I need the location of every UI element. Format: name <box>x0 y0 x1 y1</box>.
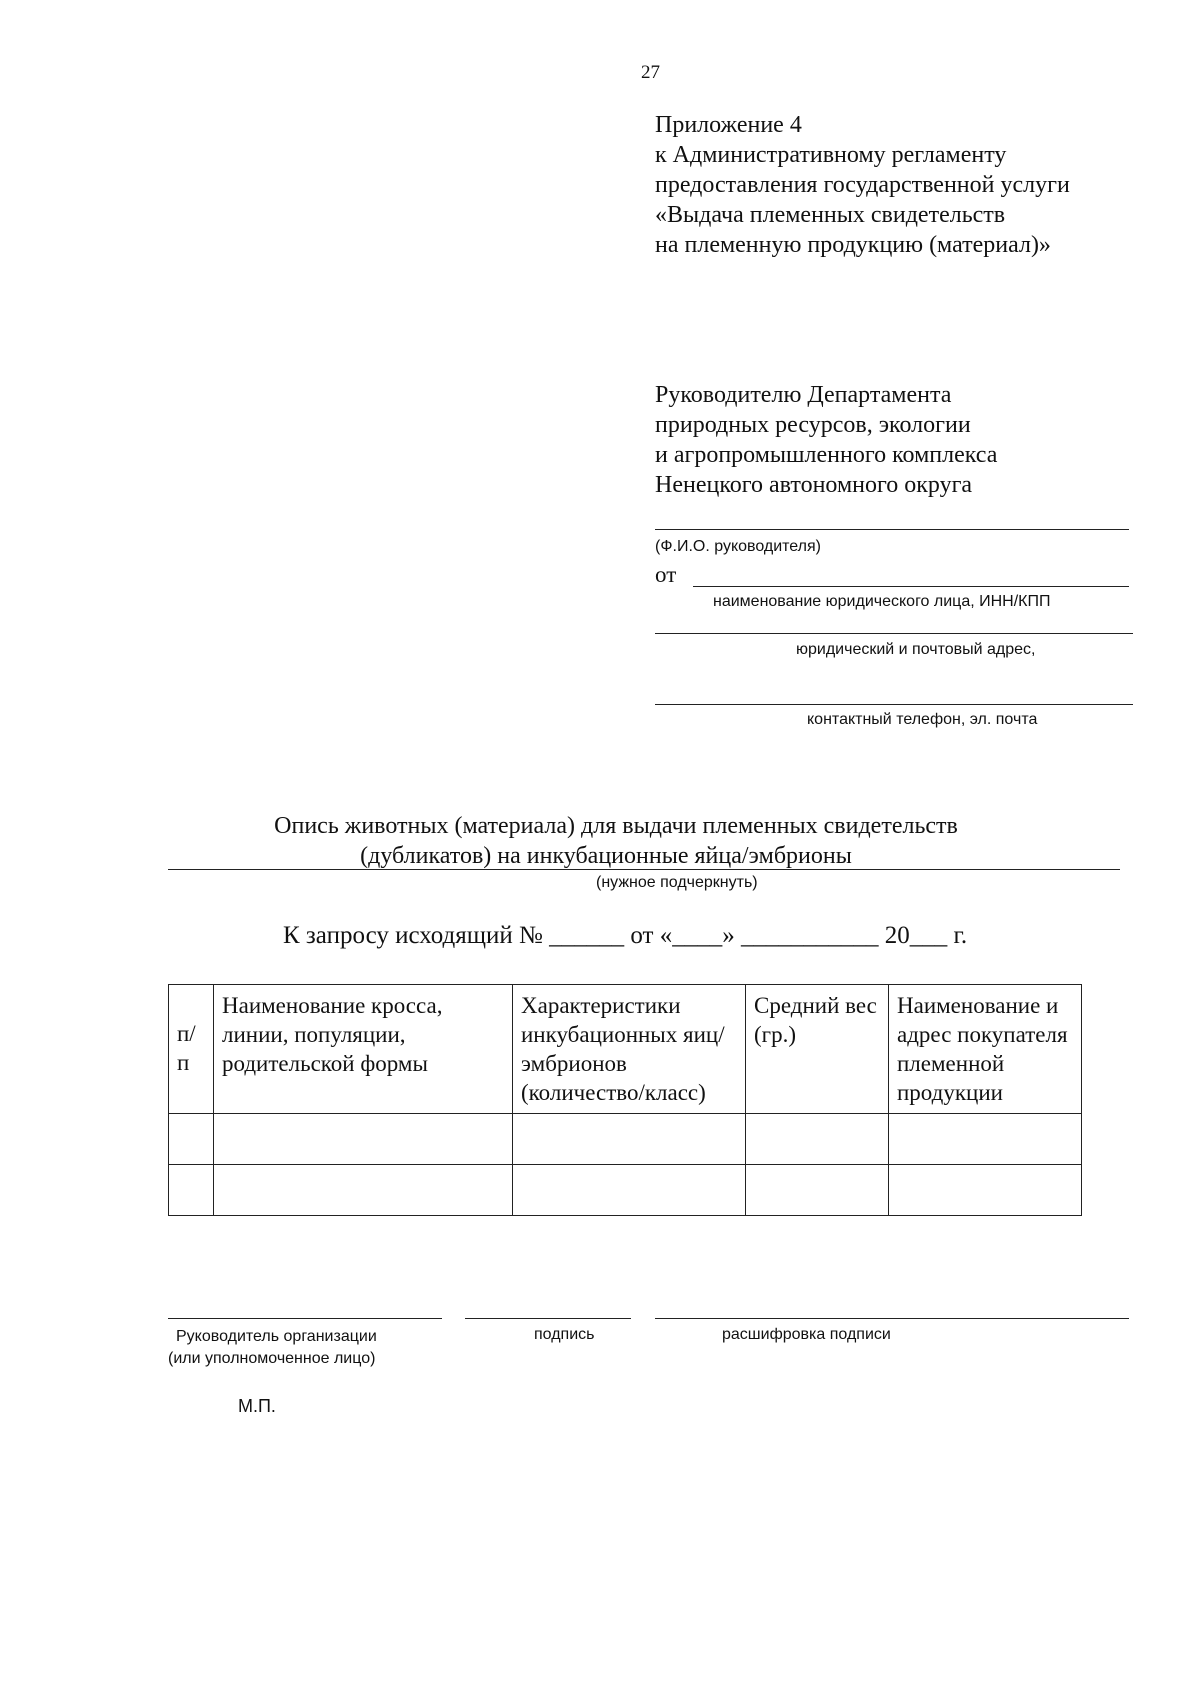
title-note: (нужное подчеркнуть) <box>596 874 758 891</box>
col-header-cross-name: Наименование кросса, линии, популяции, родительской формы <box>214 985 513 1114</box>
appendix-line: на племенную продукцию (материал)» <box>655 232 1051 258</box>
addressee-line: Ненецкого автономного округа <box>655 472 973 498</box>
table-cell <box>746 1165 889 1216</box>
table-row <box>169 1165 1082 1216</box>
table-cell <box>214 1165 513 1216</box>
document-title-line1: Опись животных (материала) для выдачи племенных свидетельств <box>274 813 958 839</box>
position-caption-line1: Руководитель организации <box>176 1328 377 1345</box>
decoding-caption: расшифровка подписи <box>722 1326 891 1343</box>
address-line <box>655 633 1133 634</box>
address-caption: юридический и почтовый адрес, <box>796 641 1036 658</box>
signature-line <box>465 1318 631 1319</box>
appendix-line: «Выдача племенных свидетельств <box>655 202 1006 228</box>
appendix-line: Приложение 4 <box>655 112 802 138</box>
legal-entity-caption: наименование юридического лица, ИНН/КПП <box>713 593 1051 610</box>
appendix-line: предоставления государственной услуги <box>655 172 1070 198</box>
title-underline <box>168 869 1120 870</box>
table-row <box>169 1114 1082 1165</box>
legal-entity-line <box>693 586 1129 587</box>
addressee-line: природных ресурсов, экологии <box>655 412 971 438</box>
appendix-line: к Административному регламенту <box>655 142 1007 168</box>
head-name-line <box>655 529 1129 530</box>
position-caption <box>168 1326 377 1370</box>
col-header-number: п/ п <box>169 985 214 1114</box>
col-header-buyer: Наименование и адрес покупателя племенной продукции <box>889 985 1082 1114</box>
table-header-row <box>169 985 1082 1114</box>
document-title-line2: (дубликатов) на инкубационные яйца/эмбрионы <box>360 843 852 869</box>
table-cell <box>513 1165 746 1216</box>
table-cell <box>889 1114 1082 1165</box>
contacts-line <box>655 704 1133 705</box>
addressee-line: Руководителю Департамента <box>655 382 952 408</box>
request-reference-line: К запросу исходящий № ______ от «____» ___________ 20___ г. <box>283 922 968 949</box>
signature-caption: подпись <box>534 1326 595 1343</box>
table-cell <box>889 1165 1082 1216</box>
col-header-egg-characteristics: Характеристики инкубационных яиц/эмбрионов (количество/класс) <box>513 985 746 1114</box>
col-header-average-weight: Средний вес (гр.) <box>746 985 889 1114</box>
position-caption-line2: (или уполномоченное лицо) <box>168 1350 376 1367</box>
inventory-table <box>168 984 1082 1216</box>
head-name-caption: (Ф.И.О. руководителя) <box>655 538 821 555</box>
page-number: 27 <box>641 62 660 83</box>
appendix-header <box>655 110 1070 260</box>
table-cell <box>513 1114 746 1165</box>
table-cell <box>746 1114 889 1165</box>
table-cell <box>169 1165 214 1216</box>
decoding-line <box>655 1318 1129 1319</box>
addressee-block <box>655 380 997 500</box>
table-cell <box>169 1114 214 1165</box>
stamp-placeholder: М.П. <box>238 1396 276 1416</box>
from-label: от <box>655 562 677 587</box>
addressee-line: и агропромышленного комплекса <box>655 442 998 468</box>
table-cell <box>214 1114 513 1165</box>
contacts-caption: контактный телефон, эл. почта <box>807 711 1038 728</box>
position-signature-line <box>168 1318 442 1319</box>
